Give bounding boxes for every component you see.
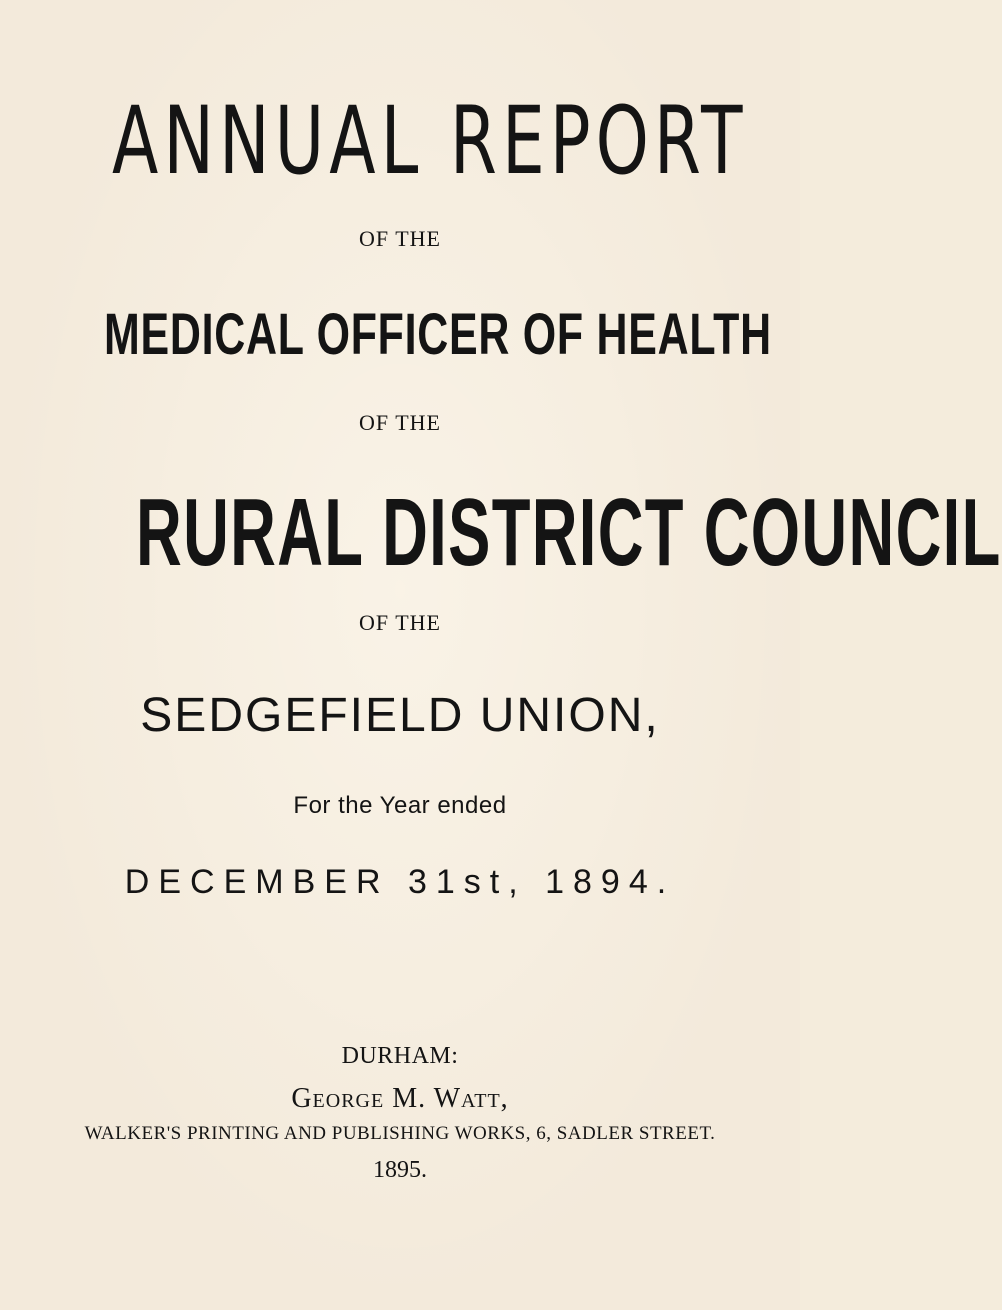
of-the-line-2: OF THE: [359, 410, 441, 435]
period-intro: For the Year ended: [293, 792, 507, 819]
printer-address: WALKER'S PRINTING AND PUBLISHING WORKS, 6, SADLER STREET.: [84, 1123, 716, 1144]
printer-name: George M. Watt,: [291, 1083, 509, 1114]
of-the-line-1: OF THE: [359, 226, 441, 251]
of-the-line-3: OF THE: [359, 610, 441, 635]
period-date: DECEMBER 31st, 1894.: [124, 863, 676, 901]
subject-heading: MEDICAL OFFICER OF HEALTH: [104, 302, 772, 367]
publication-place: DURHAM:: [341, 1043, 459, 1069]
council-heading: RURAL DISTRICT COUNCIL: [136, 479, 1002, 586]
report-title: ANNUAL REPORT: [112, 87, 748, 196]
publication-year: 1895.: [373, 1157, 427, 1183]
union-heading: SEDGEFIELD UNION,: [140, 689, 660, 742]
